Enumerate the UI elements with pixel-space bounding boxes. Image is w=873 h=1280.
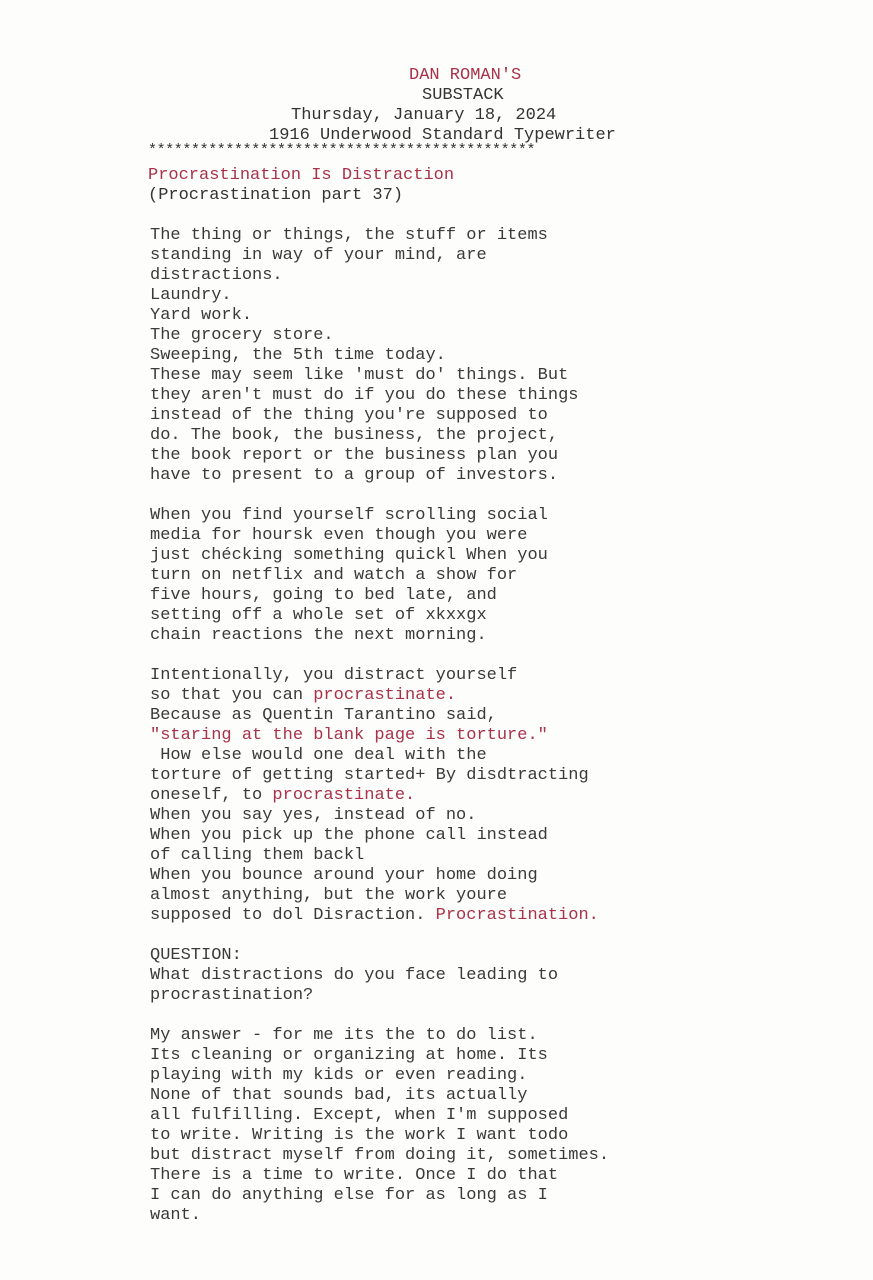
typewriter-line: 1916 Underwood Standard Typewriter [269,126,616,145]
question-block [150,946,750,1006]
text-line: media for hoursk even though you were [150,526,528,545]
text-line: playing with my kids or even reading. [150,1066,528,1085]
text-line [150,786,750,806]
post-body [150,226,750,1226]
text-line: distractions. [150,266,283,285]
blank-line [150,1006,750,1026]
text-line: but distract myself from doing it, sometimes. [150,1146,610,1165]
text-line: When you say yes, instead of no. [150,806,477,825]
text-line: torture of getting started+ By disdtracting [150,766,589,785]
post-subtitle: (Procrastination part 37) [148,186,404,205]
paragraph-2 [150,506,750,646]
highlight-word: Procrastination. [435,906,599,925]
text-line [150,906,750,926]
text-line: procrastination? [150,986,314,1005]
text-line: Its cleaning or organizing at home. Its [150,1046,548,1065]
highlight-word: procrastinate. [313,686,457,705]
text-line: just chécking something quickl When you [150,546,548,565]
publication-heading: SUBSTACK [422,86,504,105]
text-line: of calling them backl [150,846,365,865]
text-line: When you find yourself scrolling social [150,506,548,525]
blank-line [150,646,750,666]
text-line: chain reactions the next morning. [150,626,487,645]
paragraph-1 [150,226,750,486]
text-segment: so that you can [150,686,314,705]
author-heading: DAN ROMAN'S [409,66,522,85]
date-line: Thursday, January 18, 2024 [291,106,557,125]
text-segment: supposed to dol Disraction. [150,906,436,925]
asterisk-rule: ********************************************* [148,142,536,159]
text-line [150,686,750,706]
text-line: they aren't must do if you do these things [150,386,579,405]
text-line: instead of the thing you're supposed to [150,406,548,425]
text-line: None of that sounds bad, its actually [150,1086,528,1105]
blank-line [150,486,750,506]
text-line: My answer - for me its the to do list. [150,1026,538,1045]
text-line: I can do anything else for as long as I [150,1186,548,1205]
text-line: Yard work. [150,306,253,325]
text-line: These may seem like 'must do' things. But [150,366,569,385]
text-line: How else would one deal with the [150,746,487,765]
text-line: Sweeping, the 5th time today. [150,346,446,365]
question-label: QUESTION: [150,946,242,965]
text-line: want. [150,1206,202,1225]
text-line: all fulfilling. Except, when I'm supposed [150,1106,569,1125]
text-line: do. The book, the business, the project, [150,426,559,445]
text-line: turn on netflix and watch a show for [150,566,518,585]
text-line: to write. Writing is the work I want todo [150,1126,569,1145]
text-line: When you bounce around your home doing [150,866,538,885]
paragraph-4 [150,1026,750,1226]
text-line: almost anything, but the work youre [150,886,508,905]
text-line: There is a time to write. Once I do that [150,1166,559,1185]
text-line: setting off a whole set of xkxxgx [150,606,487,625]
quote-line: "staring at the blank page is torture." [150,726,548,745]
text-line: standing in way of your mind, are [150,246,487,265]
text-line: Because as Quentin Tarantino said, [150,706,497,725]
text-line: five hours, going to bed late, and [150,586,497,605]
text-line: When you pick up the phone call instead [150,826,548,845]
text-line: Laundry. [150,286,232,305]
blank-line [150,926,750,946]
highlight-word: procrastinate. [272,786,416,805]
post-title: Procrastination Is Distraction [148,166,455,185]
text-line: The grocery store. [150,326,334,345]
text-line: the book report or the business plan you [150,446,559,465]
text-segment: oneself, to [150,786,273,805]
text-line: Intentionally, you distract yourself [150,666,518,685]
text-line: have to present to a group of investors. [150,466,559,485]
paragraph-3 [150,666,750,926]
text-line: The thing or things, the stuff or items [150,226,548,245]
text-line: What distractions do you face leading to [150,966,559,985]
